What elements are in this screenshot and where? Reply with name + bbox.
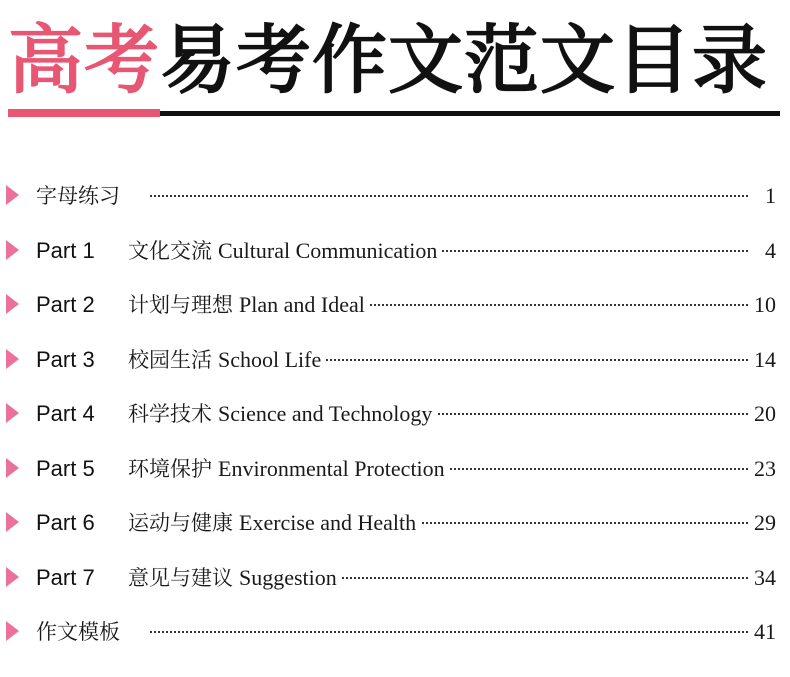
- toc-entry-label: [36, 287, 369, 323]
- toc-entry-chinese-title: 环境保护: [128, 456, 212, 481]
- toc-entry-english-title: Science and Technology: [218, 401, 433, 426]
- toc-entry-chinese-title: 作文模板: [36, 620, 120, 644]
- dot-leader: [150, 631, 748, 633]
- toc-entry-page-number: 34: [748, 560, 776, 596]
- triangle-bullet-icon: [6, 185, 19, 205]
- toc-entry-part-number: Part 6: [36, 510, 95, 535]
- toc-entry-page-number: 14: [748, 342, 776, 378]
- page-title: [8, 14, 768, 106]
- toc-entry-chinese-title: 计划与理想: [128, 293, 233, 317]
- page-title-block: [8, 14, 782, 114]
- toc-entry-page-number: 1: [759, 178, 776, 214]
- toc-entry[interactable]: [0, 495, 790, 549]
- toc-entry-label: [36, 396, 436, 432]
- toc-entry-label: [36, 505, 420, 541]
- toc-entry[interactable]: [0, 441, 790, 495]
- toc-entry-part-number: Part 1: [36, 237, 95, 263]
- toc-entry-english-title: Plan and Ideal: [239, 292, 365, 317]
- title-accent: 高考: [8, 16, 161, 104]
- toc-entry-chinese-title: 意见与建议: [128, 565, 233, 590]
- title-underline-accent: [8, 109, 160, 117]
- toc-entry-part-number: Part 5: [36, 455, 95, 481]
- toc-entry-english-title: School Life: [218, 346, 322, 372]
- toc-entry[interactable]: [0, 550, 790, 604]
- triangle-bullet-icon: [6, 621, 19, 641]
- toc-entry[interactable]: [0, 386, 790, 440]
- triangle-bullet-icon: [6, 403, 19, 423]
- toc-entry[interactable]: [0, 604, 790, 658]
- toc-entry-english-title: Environmental Protection: [218, 455, 445, 481]
- toc-entry[interactable]: [0, 332, 790, 386]
- toc-entry-label: [36, 560, 341, 596]
- triangle-bullet-icon: [6, 512, 19, 532]
- triangle-bullet-icon: [6, 567, 19, 587]
- toc-entry-page-number: 41: [748, 614, 776, 650]
- toc-entry[interactable]: [0, 168, 790, 222]
- triangle-bullet-icon: [6, 349, 19, 369]
- toc-entry-chinese-title: 字母练习: [36, 184, 120, 208]
- toc-entry[interactable]: [0, 277, 790, 331]
- toc-entry-page-number: 10: [748, 287, 776, 323]
- toc-entry-english-title: Suggestion: [239, 564, 337, 590]
- toc-entry-chinese-title: 校园生活: [128, 347, 212, 372]
- toc-entry-page-number: 4: [759, 233, 776, 269]
- toc-entry-label: [36, 451, 449, 487]
- toc-entry-label: [36, 178, 130, 214]
- toc-entry-chinese-title: 科学技术: [128, 402, 212, 426]
- toc-entry[interactable]: [0, 223, 790, 277]
- toc-entry-english-title: Cultural Communication: [218, 237, 438, 263]
- toc-entry-page-number: 20: [748, 396, 776, 432]
- toc-entry-label: [36, 233, 441, 269]
- toc-entry-page-number: 29: [748, 505, 776, 541]
- toc-entry-english-title: Exercise and Health: [239, 510, 417, 535]
- toc-entry-page-number: 23: [748, 451, 776, 487]
- dot-leader: [150, 195, 748, 197]
- toc-entry-part-number: Part 2: [36, 292, 95, 317]
- toc-entry-part-number: Part 7: [36, 564, 95, 590]
- toc-entry-part-number: Part 3: [36, 346, 95, 372]
- toc-entry-chinese-title: 运动与健康: [128, 511, 233, 535]
- title-rest: 易考作文范文目录: [160, 16, 769, 104]
- triangle-bullet-icon: [6, 294, 19, 314]
- triangle-bullet-icon: [6, 240, 19, 260]
- toc-entry-label: [36, 342, 325, 378]
- triangle-bullet-icon: [6, 458, 19, 478]
- toc-entry-part-number: Part 4: [36, 401, 95, 426]
- title-underline: [160, 111, 780, 116]
- toc-entry-chinese-title: 文化交流: [128, 238, 212, 263]
- toc-entry-label: [36, 614, 130, 650]
